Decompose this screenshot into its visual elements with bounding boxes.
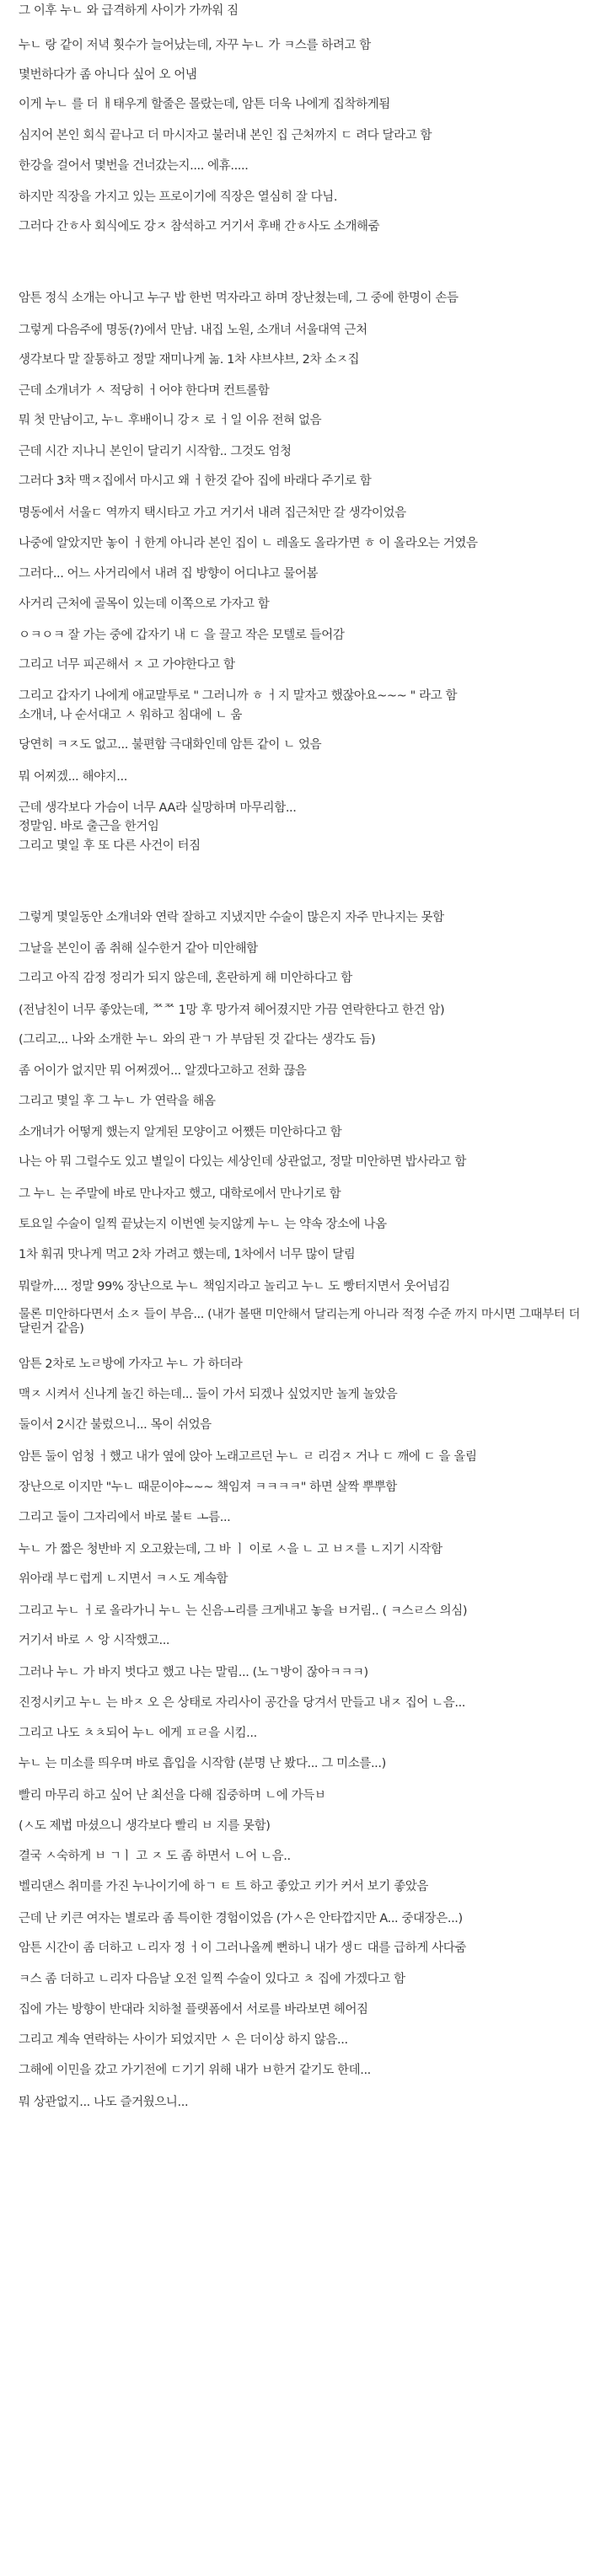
text-line: 거기서 바로 ㅅ 앙 시작했고... <box>19 1634 170 1647</box>
text-line: 누ㄴ 가 짧은 청반바 지 오고왔는데, 그 바 ㅣ 이로 ㅅ을 ㄴ 고 ㅂㅈ를 ㄴ지기 시작함 <box>19 1543 442 1556</box>
text-line: 나는 아 뭐 그럴수도 있고 별일이 다있는 세상인데 상관없고, 정말 미안하면 밥사라고 함 <box>19 1155 466 1169</box>
text-line: 심지어 본인 회식 끝나고 더 마시자고 불러내 본인 집 근처까지 ㄷ 려다 달라고 함 <box>19 129 432 142</box>
text-line: 그 누ㄴ 는 주말에 바로 만나자고 했고, 대학로에서 만나기로 함 <box>19 1187 341 1201</box>
text-line: 결국 ㅅ숙하게 ㅂ ㄱㅣ 고 ㅈ 도 좀 하면서 ㄴ어 ㄴ음.. <box>19 1850 291 1863</box>
text-line: 암튼 시간이 좀 더하고 ㄴ리자 정 ㅓ이 그러나올께 뻔하니 내가 생ㄷ 대를 급하게 사다줌 <box>19 1941 466 1955</box>
text-line: 하지만 직장을 가지고 있는 프로이기에 직장은 열심히 잘 다님. <box>19 190 338 204</box>
text-line: 맥ㅈ 시켜서 신나게 놀긴 하는데... 둘이 가서 되겠나 싶었지만 놀게 놀았음 <box>19 1388 398 1401</box>
text-line: 당연히 ㅋㅈ도 없고... 불편함 극대화인데 암튼 같이 ㄴ 었음 <box>19 738 322 752</box>
text-line: 근데 난 키큰 여자는 별로라 좀 특이한 경험이었음 (가ㅅ은 안타깝지만 A... 중대장은...) <box>19 1912 463 1925</box>
text-line: 그날을 본인이 좀 취해 실수한거 같아 미안해함 <box>19 942 258 956</box>
text-line: 그러다 3차 맥ㅈ집에서 마시고 왜 ㅓ한것 같아 집에 바래다 주기로 함 <box>19 474 372 488</box>
text-line: 소개녀, 나 순서대고 ㅅ 워하고 침대에 ㄴ 움 <box>19 709 242 722</box>
text-line: 그리고 너무 피곤해서 ㅈ 고 가야한다고 함 <box>19 658 235 672</box>
text-line: 암튼 정식 소개는 아니고 누구 밥 한번 먹자라고 하며 장난쳤는데, 그 중에 한명이 손듬 <box>19 292 459 305</box>
text-line: (전남친이 너무 좋았는데, ᄍᄍ 1망 후 망가져 헤어졌지만 가끔 연락한다고 한건 암) <box>19 1004 445 1017</box>
text-line: 정말임. 바로 출근을 한거임 <box>19 820 159 833</box>
text-line: 그리고 누ㄴ ㅓ로 올라가니 누ㄴ 는 신음ㅗ리를 크게내고 놓을 ㅂ거림.. ( ㅋ스ㄹ스 의심) <box>19 1604 468 1618</box>
text-line: 좀 어이가 없지만 뭐 어쩌겠어... 알겠다고하고 전화 끊음 <box>19 1064 307 1078</box>
text-line: 뭐랄까.... 정말 99% 장난으로 누ㄴ 책임지라고 놀리고 누ㄴ 도 빵터지면서 웃어넘김 <box>19 1280 450 1293</box>
text-line: 그러다... 어느 사거리에서 내려 집 방향이 어디냐고 물어봄 <box>19 567 319 581</box>
text-line: 암튼 둘이 엄청 ㅓ했고 내가 옆에 앉아 노래고르던 누ㄴ ㄹ 리검ㅈ 거나 ㄷ 깨에 ㄷ 을 올림 <box>19 1450 477 1464</box>
text-line: 사거리 근처에 골목이 있는데 이쪽으로 가자고 함 <box>19 597 270 611</box>
text-line: 그리고 아직 감정 정리가 되지 않은데, 혼란하게 해 미안하다고 함 <box>19 972 352 985</box>
text-line: 뭐 어찌겠... 해야지... <box>19 770 127 784</box>
text-line: (ㅅ도 제법 마셨으니 생각보다 빨리 ㅂ 지를 못함) <box>19 1819 271 1833</box>
text-line: 그러다 간ㅎ사 회식에도 강ㅈ 참석하고 거기서 후배 간ㅎ사도 소개해줌 <box>19 220 380 233</box>
text-line: 진정시키고 누ㄴ 는 바ㅈ 오 은 상태로 자리사이 공간을 당겨서 만들고 내ㅈ 집어 ㄴ음... <box>19 1696 465 1710</box>
text-line: 그리고 나도 ㅊㅊ되어 누ㄴ 에게 ㅍㄹ을 시킴... <box>19 1727 257 1740</box>
text-line: 그리고 몇일 후 또 다른 사건이 터짐 <box>19 839 201 853</box>
text-line: 그해에 이민을 갔고 가기전에 ㄷ기기 위해 내가 ㅂ한거 같기도 한데... <box>19 2064 371 2077</box>
text-line: 그 이후 누ㄴ 와 급격하게 사이가 가까워 짐 <box>19 4 239 18</box>
text-line: 그리고 둘이 그자리에서 바로 불ㅌ ㅗ름... <box>19 1511 231 1524</box>
text-line: 장난으로 이지만 "누ㄴ 때문이야~~~ 책임져 ㅋㅋㅋㅋ" 하면 살짝 뿌뿌함 <box>19 1481 397 1494</box>
text-line: 생각보다 말 잘통하고 정말 재미나게 놂. 1차 샤브샤브, 2차 소ㅈ집 <box>19 353 360 367</box>
text-line: 위아래 부ㄷ럽게 ㄴ지면서 ㅋㅅ도 계속함 <box>19 1572 228 1586</box>
text-line: 뭐 첫 만남이고, 누ㄴ 후배이니 강ㅈ 로 ㅓ일 이유 전혀 없음 <box>19 414 322 427</box>
text-line: 나중에 알았지만 놓이 ㅓ한게 아니라 본인 집이 ㄴ 레올도 올라가면 ㅎ 이 올라오는 거였음 <box>19 537 478 550</box>
text-line: 근데 시간 지나니 본인이 달리기 시작함.. 그것도 엄청 <box>19 445 292 458</box>
text-line: (그리고... 나와 소개한 누ㄴ 와의 관ㄱ 가 부담된 것 같다는 생각도 듬) <box>19 1033 376 1047</box>
text-line: ㅋ스 좀 더하고 ㄴ리자 다음날 오전 일찍 수술이 있다고 ㅊ 집에 가겠다고 함 <box>19 1973 405 1986</box>
text-line: 소개녀가 어떻게 했는지 알게된 모양이고 어쨌든 미안하다고 함 <box>19 1126 342 1139</box>
text-line: 1차 훠궈 맛나게 먹고 2차 가려고 했는데, 1차에서 너무 많이 달림 <box>19 1248 356 1261</box>
text-line: 이게 누ㄴ 를 더 ㅐ태우게 할줄은 몰랐는데, 암튼 더욱 나에게 집착하게됨 <box>19 98 390 111</box>
text-line: 근데 생각보다 가슴이 너무 AA라 실망하며 마무리함... <box>19 801 297 815</box>
text-line: 물론 미안하다면서 소ㅈ 들이 부음... (내가 볼땐 미안해서 달리는게 아니라 적정 수준 까지 마시면 그때부터 더 달린거 같음) <box>19 1308 581 1336</box>
text-line: 토요일 수술이 일찍 끝났는지 이번엔 늦지않게 누ㄴ 는 약속 장소에 나옴 <box>19 1218 387 1231</box>
text-line: 그렇게 다음주에 명동(?)에서 만남. 내집 노원, 소개녀 서울대역 근처 <box>19 324 367 337</box>
text-line: 뭐 상관없지... 나도 즐거웠으니... <box>19 2096 189 2109</box>
text-line: 근데 소개녀가 ㅅ 적당히 ㅓ어야 한다며 컨트롤함 <box>19 384 270 398</box>
text-line: 벨리댄스 취미를 가진 누나이기에 하ㄱ ㅌ 트 하고 좋았고 키가 커서 보기 좋았음 <box>19 1880 428 1893</box>
text-line: 명동에서 서울ㄷ 역까지 택시타고 가고 거기서 내려 집근처만 갈 생각이었음 <box>19 506 406 520</box>
text-line: 그리고 계속 연락하는 사이가 되었지만 ㅅ 은 더이상 하지 않음... <box>19 2033 348 2047</box>
text-line: 그러나 누ㄴ 가 바지 벗다고 했고 나는 말림... (노ㄱ방이 잖아ㅋㅋㅋ) <box>19 1666 368 1679</box>
text-line: 누ㄴ 랑 같이 저녁 횟수가 늘어났는데, 자꾸 누ㄴ 가 ㅋ스를 하려고 함 <box>19 39 371 52</box>
text-line: 암튼 2차로 노ㄹ방에 가자고 누ㄴ 가 하더라 <box>19 1358 243 1371</box>
text-line: 집에 가는 방향이 반대라 치하철 플랫폼에서 서로를 바라보면 헤어짐 <box>19 2003 368 2016</box>
text-line: 둘이서 2시간 불렀으니... 목이 쉬었음 <box>19 1418 212 1432</box>
text-line: 그리고 몇일 후 그 누ㄴ 가 연락을 해옴 <box>19 1095 216 1108</box>
text-line: 몇번하다가 좀 아니다 싶어 오 어냄 <box>19 68 197 82</box>
text-line: 누ㄴ 는 미소를 띄우며 바로 흡입을 시작함 (분명 난 봤다... 그 미소를...) <box>19 1757 386 1770</box>
text-line: ㅇㅋㅇㅋ 잘 가는 중에 갑자기 내 ㄷ 을 끌고 작은 모텔로 들어감 <box>19 629 345 642</box>
text-line: 한강을 걸어서 몇번을 건너갔는지.... 에휴..... <box>19 159 249 173</box>
text-line: 빨리 마무리 하고 싶어 난 최선을 다해 집중하며 ㄴ에 가득ㅂ <box>19 1789 326 1802</box>
text-line: 그리고 갑자기 나에게 애교말투로 " 그러니까 ㅎ ㅓ지 말자고 했잖아요~~~ " 라고 함 <box>19 689 458 703</box>
text-line: 그렇게 몇일동안 소개녀와 연락 잘하고 지냈지만 수술이 많은지 자주 만나지는 못함 <box>19 911 444 924</box>
